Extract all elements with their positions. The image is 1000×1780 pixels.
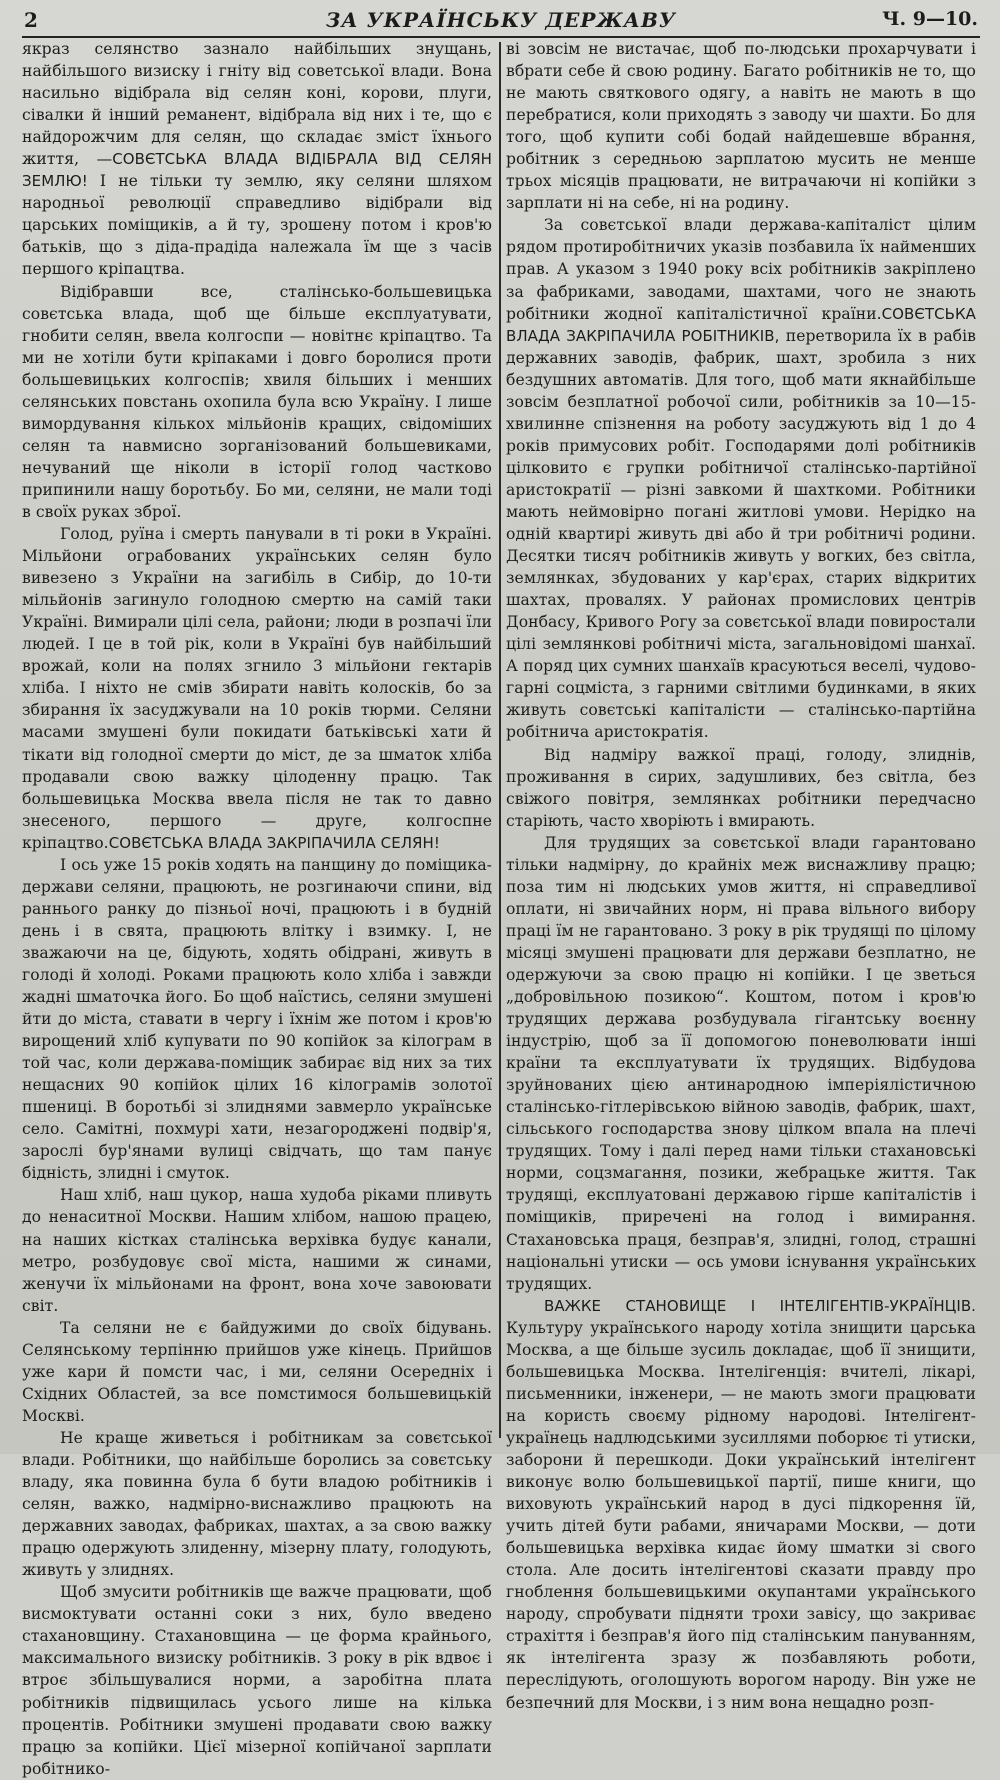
paragraph bbox=[22, 523, 492, 854]
emphasis-caps: СОВЄТСЬКА ВЛАДА ВІДІБРАЛА ВІД СЕЛЯН ЗЕМЛЮ! bbox=[22, 150, 492, 191]
paragraph bbox=[506, 744, 976, 832]
paragraph-text: Від надміру важкої праці, голоду, злиднів, проживання в сирих, задушливих, без світла, без свіжого повітря, землянках робітники передчасно старіють, часто хворіють і вмирають. bbox=[506, 745, 976, 830]
paragraph bbox=[22, 281, 492, 524]
paragraph bbox=[506, 214, 976, 743]
paragraph bbox=[22, 1581, 492, 1779]
paragraph-text: Не краще живеться і робітникам за совєтської влади. Робітники, що найбільше боролись за совєтську владу, яка повинна була б бути владою робітників і селян, важко, надмірно-виснажливо працюють на державних заводах, фабриках, шахтах, а за свою важку працю одержують злиденну, мізерну плату, голодують, живуть у злиднях. bbox=[22, 1428, 492, 1580]
paragraph-text: ві зовсім не вистачає, щоб по-людськи прохарчувати і вбрати себе й свою родину. Багато робітників не то, що не мають святкового одягу, а навіть не мають в що перебратися, коли приходять з заводу чи шахти. Бо для того, щоб купити собі бодай найдешевше вбрання, робітник з середньою зарплатою мусить не менше трьох місяців працювати, не витрачаючи ні копійки з зарплати ні на себе, ні на родину. bbox=[506, 40, 976, 213]
masthead bbox=[22, 6, 980, 38]
paragraph-text: Наш хліб, наш цукор, наша худоба ріками пливуть до ненаситної Москви. Нашим хлібом, нашою працею, на наших кістках сталінська верхівка будує канали, метро, розбудовує свої міста, нашими ж синами, женучи їх мільйонами на фронт, вона хоче завоювати світ. bbox=[22, 1186, 492, 1315]
paragraph-text: Щоб змусити робітників ще важче працювати, щоб висмоктувати останні соки з них, було введено стахановщину. Стахановщина — це форма крайнього, максимального визиску робітників. З року в рік вдвоє і втроє збільшувалися норми, а заробітна плата робітників підвищилась усього лише на кілька процентів. Робітники змушені продавати свою важку працю за копійки. Цієї мізерної копійчаної зарплати робітнико- bbox=[22, 1583, 492, 1778]
emphasis-caps: СОВЄТСЬКА ВЛАДА ЗАКРІПАЧИЛА РОБІТНИКІВ, bbox=[506, 304, 976, 345]
right-column bbox=[506, 38, 976, 1712]
paragraph-text: Та селяни не є байдужими до своїх бідувань. Селянському терпінню прийшов уже кінець. Прийшов уже кари й помсти час, і ми, селяни Осередніх і Східних Областей, за все помстимося большевицькій Москві. bbox=[22, 1318, 492, 1425]
paragraph bbox=[22, 38, 492, 281]
page-number: 2 bbox=[24, 8, 38, 32]
paragraph bbox=[506, 1295, 976, 1714]
emphasis-caps: ВАЖКЕ СТАНОВИЩЕ І ІНТЕЛІГЕНТІВ-УКРАЇНЦІВ. bbox=[544, 1296, 976, 1315]
article-body bbox=[22, 38, 980, 1778]
paragraph bbox=[22, 1317, 492, 1427]
paragraph-text: Голод, руїна і смерть панували в ті роки в Україні. Мільйони ограбованих українських селян було вивезено з України на загибіль в Сибір, до 10-ти мільйонів загинуло голодною смертю на самій таки Україні. Вимирали цілі села, райони; люди в розпачі їли людей. І це в той рік, коли в Україні був найбільший врожай, коли на полях згнило 3 мільйони гектарів хліба. І ніхто не смів збирати навіть колосків, бо за збирання їх засуджували на 10 років тюрми. Селяни масами змушені були покидати батьківські хати й тікати від голодної смерти до міст, де за шматок хліба продавали свою важку цілоденну працю. Так большевицька Москва ввела після не так то давно знесеного, першого — друге, колгоспне кріпацтво. bbox=[22, 525, 492, 852]
paragraph bbox=[22, 854, 492, 1185]
paragraph bbox=[506, 832, 976, 1295]
paragraph-text: Для трудящих за совєтської влади гарантовано тільки надмірну, до крайніх меж виснажливу працю; поза тим ні людських умов життя, ні справедливої оплати, ні звичайних норм, ні права вільного вибору праці їм не гарантовано. З року в рік трудящі по цілому місяці змушені працювати для держави безплатно, не одержуючи за свою працю ні копійки. І це зветься „добровільною позикою“. Коштом, потом і кров'ю трудящих держава розбудувала гігантську воєнну індустрію, щоб за її допомогою поневолювати інші країни та експлуатувати їх трудящих. Відбудова зруйнованих цією антинародною імперіялістичною сталінсько-гітлерівською війною заводів, фабрик, шахт, сільського господарства знову цілком впала на плечі трудящих. Тому і далі перед нами тільки стахановські норми, соцзмагання, позики, жебрацьке життя. Так трудящі, експлуатовані державою гірше капіталістів і поміщиків, приречені на голод і вимирання. Стахановська праця, безправ'я, злидні, голод, страшні національні утиски — ось умови існування українських трудящих. bbox=[506, 833, 976, 1293]
paragraph-text: якраз селянство зазнало найбільших знущань, найбільшого визиску і гніту від советської влади. Вона насильно відібрала від селян коні, корови, плуги, сівалки й інший реманент, відібрала від них і те, що є найдорожчим для селян, що складає зміст їхнього життя, — bbox=[22, 40, 492, 169]
paragraph-text: І ось уже 15 років ходять на панщину до поміщика-держави селяни, працюють, не розгинаючи спини, від раннього ранку до пізньої ночі, працюють і в будній день і в свята, працюють влітку і взимку. І, не зважаючи на це, бідують, ходять обідрані, живуть в голоді й холоді. Роками працюють коло хліба і завжди жадні шматочка його. Бо щоб наїстись, селяни змушені йти до міста, ставати в чергу і їхнім же потом і кров'ю вирощений хліб купувати по 90 копійок за кілограм в той час, коли держава-поміщик забирає від них за тих нещасних 90 копійок цілих 16 кілограмів золотої пшениці. В боротьбі зі злиднями завмерло українське село. Самітні, похмурі хати, незагороджені подвір'я, зарослі бур'янами вулиці свідчать, що там панує бідність, злидні і смуток. bbox=[22, 855, 492, 1183]
paragraph-text: Культуру українського народу хотіла знищити царська Москва, а ще більше зусиль докладає, щоб її знищити, большевицька Москва. Інтелігенція: вчителі, лікарі, письменники, інженери, — не мають змоги працювати на користь своєму рідному народові. Інтелігент-українець надлюдськими зусиллями поборює ті утиски, заборони й перешкоди. Доки український інтелігент виконує волю большевицької партії, пише книги, що виховують український народ в дусі підкорення їй, учить дітей бути рабами, яничарами Москви, — доти большевицька верхівка кидає йому шматки зі свого стола. Але досить інтелігентові сказати правду про гноблення большевицькими окупантами українського народу, спробувати підняти трохи завісу, що закриває страхіття і безправ'я його під сталінським пануванням, як інтелігента зразу ж позбавляють роботи, переслідують, оголошують ворогом народу. Він уже не безпечний для Москви, і з ним вона нещадно розп- bbox=[506, 1318, 976, 1712]
paragraph-text: І не тільки ту землю, яку селяни шляхом народньої революції справедливо відібрали від царських поміщиків, а й ту, зрошену потом і кров'ю батьків, що з діда-прадіда належала їм ще з часів першого кріпацтва. bbox=[22, 172, 492, 279]
paragraph-text: перетворила їх в рабів державних заводів, фабрик, шахт, зробила з них бездушних автоматів. Для того, щоб мати якнайбільше зовсім безплатної робочої сили, робітників за 10—15-хвилинне спізнення на роботу засуджують від 1 до 4 років примусових робіт. Господарями долі робітників цілковито є групки робітничої сталінсько-партійної аристократії — різні завкоми й шахткоми. Робітники мають неймовірно погані житлові умови. Нерідко на одній квартирі живуть дві або й три робітничі родини. Десятки тисяч робітників живуть у вогких, без світла, землянках, збудованих у кар'єрах, старих відкритих шахтах, провалях. У районах промислових центрів Донбасу, Кривого Рогу за совєтської влади повиростали цілі землянкові робітничі міста, загальновідомі шанхаї. А поряд цих сумних шанхаїв красуються веселі, чудово-гарні соцміста, з гарними світлими будинками, в яких живуть совєтські капіталісти — сталінсько-партійна робітнича аристократія. bbox=[506, 326, 976, 742]
issue-number: Ч. 9—10. bbox=[882, 8, 978, 30]
column-divider bbox=[499, 42, 501, 1438]
paragraph bbox=[22, 1427, 492, 1581]
newspaper-title: ЗА УКРАЇНСЬКУ ДЕРЖАВУ bbox=[325, 8, 677, 32]
paragraph bbox=[22, 1184, 492, 1316]
emphasis-caps: СОВЄТСЬКА ВЛАДА ЗАКРІПАЧИЛА СЕЛЯН! bbox=[108, 833, 440, 852]
left-column bbox=[22, 38, 492, 1778]
paragraph-text: За совєтської влади держава-капіталіст цілим рядом протиробітничих указів позбавила їх найменших прав. А указом з 1940 року всіх робітників закріплено за фабриками, заводами, шахтами, чого не знають робітники жодної капіталістичної країни. bbox=[506, 216, 976, 323]
paragraph bbox=[506, 38, 976, 214]
paragraph-text: Відібравши все, сталінсько-большевицька совєтська влада, щоб ще більше експлуатувати, гнобити селян, ввела колгоспи — новітнє кріпацтво. Та ми не хотіли бути кріпаками і довго боролися проти большевицьких колгоспів; хвиля більших і менших селянських повстань охопила була всю Україну. І лише вимордування кількох мільйонів кращих, свідоміших селян та навмисно зорганізований большевиками, нечуваний ще ніколи в історії голод частково припинили нашу боротьбу. Бо ми, селяни, не мали тоді в своїх руках зброї. bbox=[22, 282, 492, 521]
